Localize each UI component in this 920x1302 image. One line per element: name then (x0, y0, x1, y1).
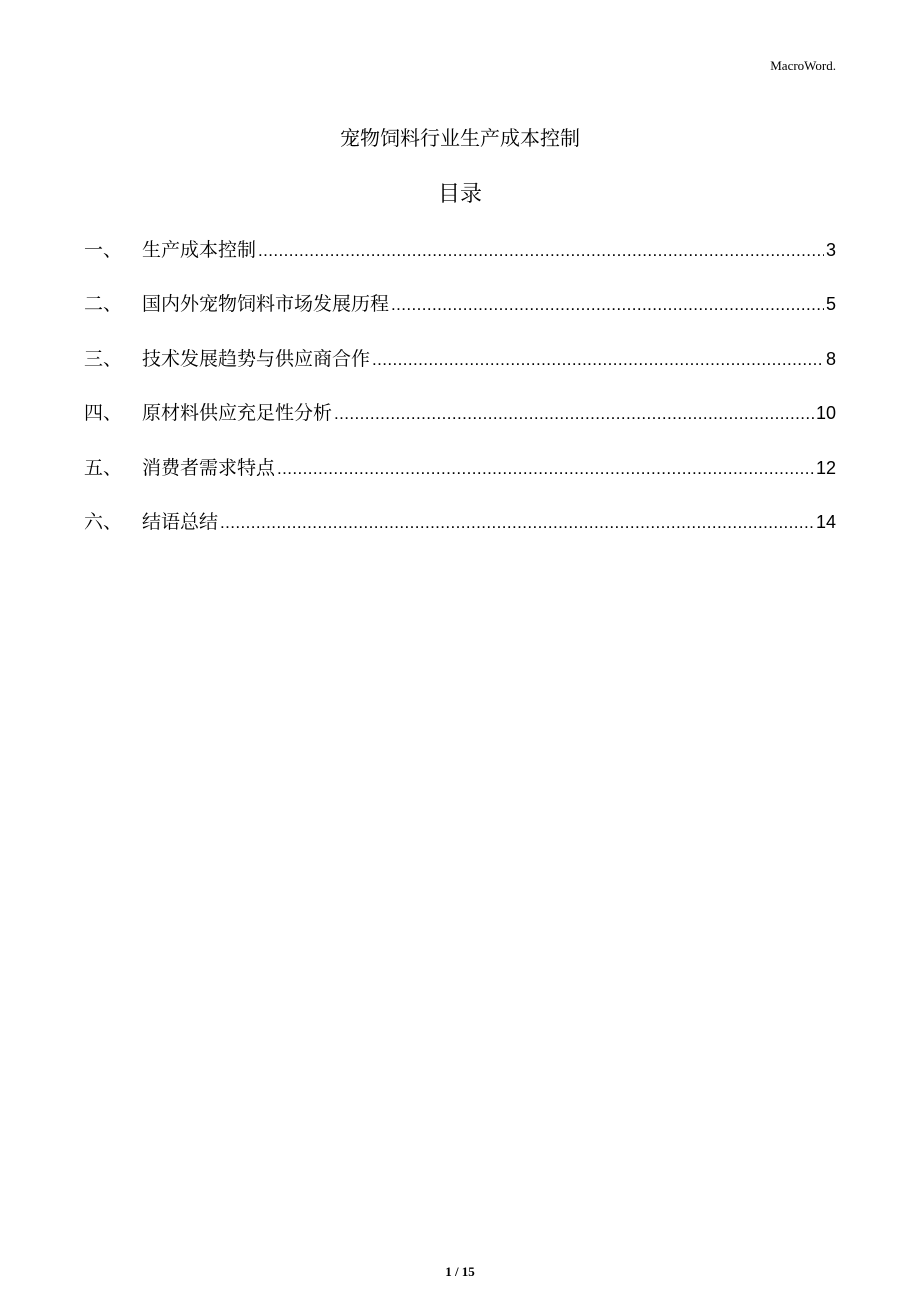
header-brand: MacroWord. (770, 58, 836, 73)
toc-entry-number: 五、 (84, 456, 123, 479)
toc-dot-leader (277, 455, 814, 483)
toc-entry[interactable] (84, 290, 836, 344)
toc-entry-number: 二、 (84, 293, 123, 316)
document-title: 宠物饲料行业生产成本控制 (340, 126, 580, 150)
toc-entry-label: 生产成本控制 (142, 239, 257, 261)
toc-entry[interactable] (84, 454, 836, 508)
toc-dot-leader (220, 509, 814, 537)
toc-entry-number: 四、 (84, 402, 123, 425)
toc-entry[interactable] (84, 236, 836, 290)
toc-dot-leader (258, 237, 824, 265)
toc-entry-label: 结语总结 (142, 510, 219, 533)
toc-dot-leader (372, 346, 824, 374)
toc-dot-leader (334, 400, 814, 428)
toc-entry[interactable] (84, 508, 836, 562)
toc-entry-page: 14 (815, 511, 836, 532)
toc-dot-leader (391, 291, 824, 319)
toc-entry-label: 原材料供应充足性分析 (142, 402, 333, 425)
toc-entry-label: 技术发展趋势与供应商合作 (142, 347, 371, 370)
table-of-contents (84, 236, 836, 562)
toc-entry-page: 8 (825, 348, 836, 369)
toc-entry-number: 三、 (84, 347, 123, 370)
toc-heading: 目录 (437, 182, 482, 207)
toc-entry-label: 国内外宠物饲料市场发展历程 (142, 293, 390, 316)
toc-entry[interactable] (84, 345, 836, 399)
toc-entry-page: 10 (815, 403, 836, 424)
toc-entry-number: 一、 (84, 239, 123, 261)
toc-entry[interactable] (84, 399, 836, 453)
toc-entry-page: 3 (825, 240, 836, 260)
toc-entry-page: 5 (825, 294, 836, 315)
toc-entry-page: 12 (815, 457, 836, 478)
toc-entry-number: 六、 (84, 510, 123, 533)
toc-entry-label: 消费者需求特点 (142, 456, 276, 479)
page-indicator: 1 / 15 (445, 1264, 475, 1279)
